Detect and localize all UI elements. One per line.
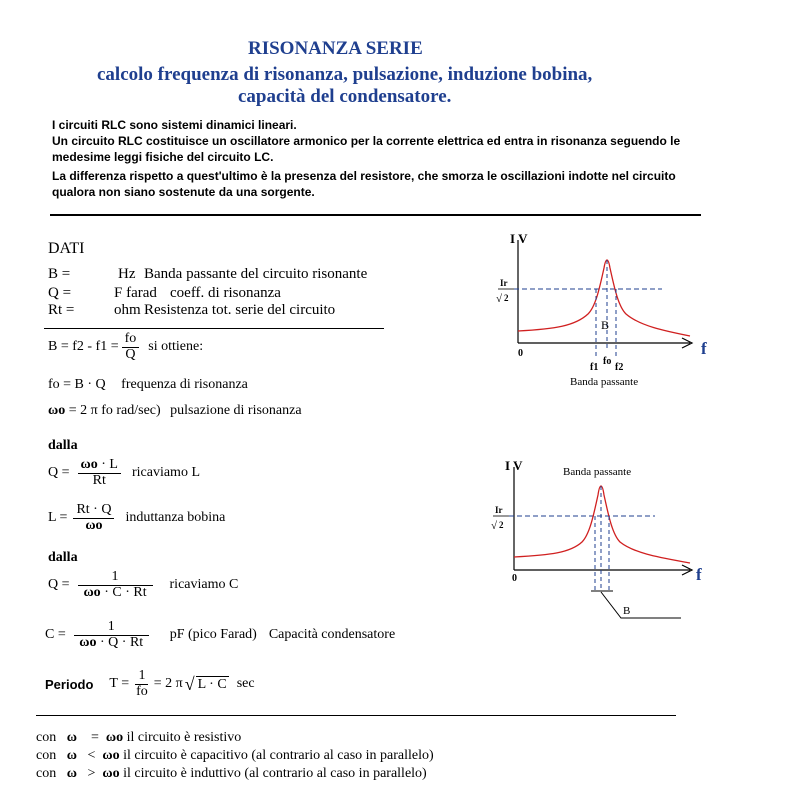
graph-f1: f1	[590, 362, 599, 373]
condition-text: il circuito è resistivo	[126, 730, 242, 745]
sqrt-icon: √	[491, 520, 498, 532]
graph-xlabel: f	[701, 339, 707, 358]
resonance-curve	[514, 486, 690, 563]
graph-caption: Banda passante	[563, 466, 632, 478]
numerator: 1	[78, 570, 153, 586]
dalla-label: dalla	[48, 550, 78, 565]
fraction	[78, 570, 153, 600]
sqrt-icon: √	[184, 673, 195, 694]
denominator: ωo	[85, 517, 103, 533]
formula-band	[48, 332, 203, 362]
bandwidth-pointer	[601, 592, 681, 618]
dati-desc: Resistenza tot. serie del circuito	[144, 302, 336, 318]
omega-symbol: ωo	[80, 457, 98, 472]
dati-row	[48, 302, 335, 319]
dati-desc: Banda passante del circuito risonante	[144, 266, 368, 282]
dati-symbol: Rt =	[48, 302, 75, 318]
resonance-graph-2	[485, 455, 720, 625]
denominator: Rt	[92, 472, 106, 488]
formula-omega-rhs: = 2 π fo rad/sec)	[68, 403, 161, 418]
condition-row	[36, 766, 427, 782]
numerator: Rt · Q	[73, 503, 114, 519]
resonance-graph-1	[490, 228, 720, 390]
dati-unit: Hz	[118, 266, 136, 282]
dati-symbol: Q =	[48, 285, 72, 301]
sqrt-icon: √	[496, 293, 503, 305]
page-title: RISONANZA SERIE	[248, 38, 423, 59]
formula-omega	[48, 403, 302, 419]
dati-row	[48, 285, 281, 302]
omega-symbol: ωo	[102, 748, 120, 763]
omega-symbol: ωo	[105, 730, 124, 745]
graph-sqrt2: 2	[499, 520, 504, 530]
graph-origin: 0	[512, 573, 517, 584]
denominator	[76, 636, 146, 651]
condition-lead: con	[36, 748, 57, 763]
condition-row	[36, 730, 241, 746]
formula-q2-lhs: Q =	[48, 577, 70, 593]
numerator	[78, 458, 121, 474]
formula-q2	[48, 570, 238, 600]
formula-q1-lhs: Q =	[48, 465, 70, 481]
dati-desc: coeff. di risonanza	[170, 285, 281, 301]
numerator: fo	[122, 332, 140, 348]
dati-heading: DATI	[48, 240, 85, 257]
condition-op: =	[90, 730, 99, 745]
denominator: Q	[125, 346, 136, 362]
intro-line: qualora non siano sostenute da una sorgente.	[52, 185, 315, 199]
denominator	[80, 586, 149, 601]
formula-l-lhs: L =	[48, 510, 68, 526]
dati-row	[48, 266, 367, 283]
formula-period	[45, 669, 255, 699]
page-subtitle-line2: capacità del condensatore.	[238, 86, 452, 107]
omega-symbol: ω	[66, 766, 77, 781]
intro-line: I circuiti RLC sono sistemi dinamici lineari.	[52, 118, 297, 132]
condition-lead: con	[36, 766, 57, 781]
intro-line: medesime leggi fisiche del circuito LC.	[52, 150, 274, 164]
formula-omega-desc: pulsazione di risonanza	[170, 403, 302, 418]
condition-row	[36, 748, 434, 764]
page-subtitle-line1: calcolo frequenza di risonanza, pulsazione, induzione bobina,	[97, 64, 593, 85]
fraction	[133, 669, 151, 699]
periodo-label: Periodo	[45, 676, 94, 692]
fraction	[122, 332, 140, 362]
formula-t-mid: = 2 π	[153, 676, 183, 692]
formula-t-lhs: T =	[109, 676, 130, 692]
intro-paragraph	[52, 117, 680, 165]
omega-symbol: ωo	[83, 584, 101, 600]
denominator: fo	[136, 683, 148, 699]
sqrt-content: L · C	[197, 676, 227, 692]
formula-band-lhs: B = f2 - f1 =	[48, 339, 119, 355]
formula-c-lhs: C =	[45, 627, 66, 643]
graph-origin: 0	[518, 348, 523, 359]
dalla-label: dalla	[48, 438, 78, 453]
formula-q2-tail: ricaviamo C	[169, 577, 239, 593]
omega-symbol: ω	[66, 748, 77, 763]
graph-b-label: B	[601, 318, 610, 332]
denominator-rest: · C · Rt	[104, 584, 147, 600]
omega-symbol: ωo	[79, 634, 97, 650]
graph-fo: fo	[603, 356, 612, 367]
graph-f2: f2	[615, 362, 624, 373]
condition-op: >	[87, 766, 96, 781]
condition-op: <	[87, 748, 96, 763]
fraction	[73, 503, 114, 533]
graph-ylabel: I V	[510, 231, 528, 246]
dati-unit: F farad	[114, 285, 157, 301]
graph-ir: Ir	[495, 505, 503, 515]
fraction	[74, 620, 149, 650]
dati-symbol: B =	[48, 266, 71, 282]
graph-xlabel: f	[696, 565, 702, 584]
formula-c-unit: pF (pico Farad)	[169, 627, 257, 643]
formula-fo-desc: frequenza di risonanza	[121, 377, 248, 392]
fraction	[78, 458, 121, 488]
intro-paragraph	[52, 168, 676, 200]
numerator-rest: · L	[101, 457, 118, 472]
divider	[50, 214, 701, 216]
formula-c-desc: Capacità condensatore	[268, 627, 396, 643]
graph-sqrt2: 2	[504, 293, 509, 303]
intro-line: La differenza rispetto a quest'ultimo è la presenza del resistore, che smorza le oscillazioni indotte nel circuito	[52, 169, 676, 183]
omega-symbol: ωo	[102, 766, 120, 781]
formula-t-unit: sec	[236, 676, 255, 692]
formula-fo	[48, 377, 248, 393]
divider	[36, 715, 676, 716]
divider	[44, 328, 384, 329]
numerator: 1	[135, 669, 148, 685]
formula-band-tail: si ottiene:	[148, 339, 204, 355]
denominator-rest: · Q · Rt	[100, 634, 144, 650]
formula-q1-tail: ricaviamo L	[131, 465, 200, 481]
graph-ylabel: I V	[505, 458, 523, 473]
condition-text: il circuito è induttivo (al contrario al caso in parallelo)	[123, 766, 427, 781]
graph-caption: Banda passante	[570, 376, 639, 388]
formula-l	[48, 503, 225, 533]
numerator: 1	[74, 620, 149, 636]
formula-c	[45, 620, 395, 650]
formula-l-desc: induttanza bobina	[125, 510, 226, 526]
graph-ir: Ir	[500, 278, 508, 288]
condition-text: il circuito è capacitivo (al contrario al caso in parallelo)	[123, 748, 434, 763]
formula-fo-lhs: fo = B · Q	[48, 377, 106, 392]
formula-q1	[48, 458, 200, 488]
dati-unit: ohm	[114, 302, 141, 318]
intro-line: Un circuito RLC costituisce un oscillatore armonico per la corrente elettrica ed entra in risonanza seguendo le	[52, 134, 681, 148]
condition-lead: con	[36, 730, 57, 745]
omega-symbol: ωo	[48, 403, 66, 418]
graph-b-label: B	[623, 605, 631, 617]
omega-symbol: ω	[66, 730, 77, 745]
